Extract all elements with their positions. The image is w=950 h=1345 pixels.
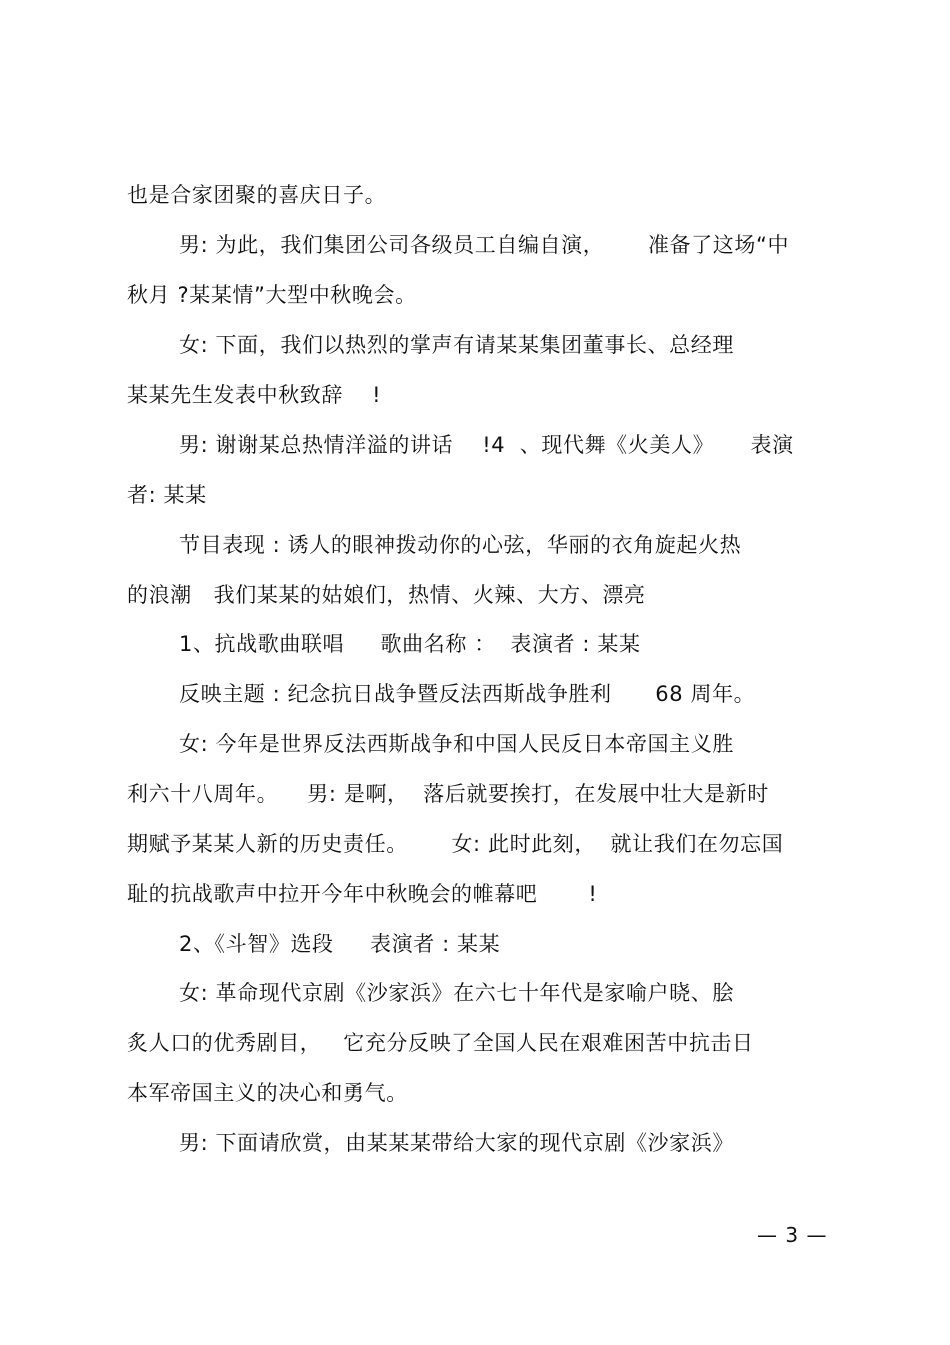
text-line: 炙人口的优秀剧目， 它充分反映了全国人民在艰难困苦中抗击日 bbox=[127, 1031, 754, 1055]
text-line: 1、抗战歌曲联唱 歌曲名称 ： 表演者 : 某某 bbox=[179, 632, 641, 656]
text-line: 本军帝国主义的决心和勇气。 bbox=[127, 1081, 408, 1105]
text-line: 的浪潮 我们某某的姑娘们，热情、火辣、大方、漂亮 bbox=[127, 583, 646, 607]
text-line: 期赋予某某人新的历史责任。 女: 此时此刻， 就让我们在勿忘国 bbox=[127, 832, 784, 856]
text-line: 反映主题 : 纪念抗日战争暨反法西斯战争胜利 68 周年。 bbox=[179, 682, 756, 706]
text-line: 女: 革命现代京剧《沙家浜》在六七十年代是家喻户晓、脍 bbox=[179, 981, 734, 1005]
text-line: 节目表现 : 诱人的眼神拨动你的心弦，华丽的衣角旋起火热 bbox=[179, 533, 742, 557]
text-line: 秋月 ?某某情”大型中秋晚会。 bbox=[127, 283, 417, 307]
text-line: 男: 为此，我们集团公司各级员工自编自演， 准备了这场“中 bbox=[179, 233, 790, 257]
text-line: 女: 下面，我们以热烈的掌声有请某某集团董事长、总经理 bbox=[179, 333, 734, 357]
text-line: 耻的抗战歌声中拉开今年中秋晚会的帷幕吧 ! bbox=[127, 882, 598, 906]
text-line: 男: 谢谢某总热情洋溢的讲话 !4 、现代舞《火美人》 表演 bbox=[179, 433, 794, 457]
text-line: 者: 某某 bbox=[127, 483, 207, 507]
text-line: 2、《斗智》选段 表演者 : 某某 bbox=[179, 932, 501, 956]
text-line: 男: 下面请欣赏，由某某某带给大家的现代京剧《沙家浜》 bbox=[179, 1131, 734, 1155]
text-line: 也是合家团聚的喜庆日子。 bbox=[127, 183, 387, 207]
page-number: — 3 — bbox=[757, 1223, 828, 1247]
text-line: 利六十八周年。 男: 是啊， 落后就要挨打，在发展中壮大是新时 bbox=[127, 782, 769, 806]
text-line: 某某先生发表中秋致辞 ! bbox=[127, 383, 382, 407]
text-line: 女: 今年是世界反法西斯战争和中国人民反日本帝国主义胜 bbox=[179, 732, 734, 756]
